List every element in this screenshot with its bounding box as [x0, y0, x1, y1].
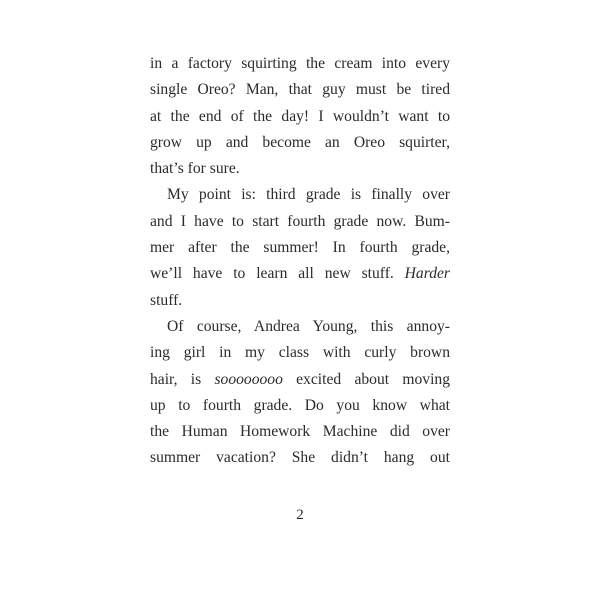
text-run: Of course, Andrea Young, this annoy-: [167, 317, 450, 335]
text-run: hair, is: [150, 370, 215, 388]
text-line: [150, 235, 450, 261]
text-run: the Human Homework Machine did over: [150, 423, 450, 441]
text-run: ing girl in my class with curly brown: [150, 344, 450, 362]
text-run: up to fourth grade. Do you know what: [150, 396, 450, 414]
page-number: 2: [296, 507, 304, 523]
text-line: [150, 393, 450, 419]
text-line: [150, 445, 450, 471]
text-line: [150, 314, 450, 340]
text-run: at the end of the day! I wouldn’t want to: [150, 107, 450, 125]
paragraph: [150, 51, 450, 182]
text-line: [150, 77, 450, 103]
text-run: in a factory squirting the cream into every: [150, 55, 450, 72]
italic-text: soooooooo: [214, 370, 283, 388]
text-run: we’ll have to learn all new stuff.: [150, 265, 405, 283]
paragraph: [150, 314, 450, 472]
text-line: [150, 104, 450, 130]
text-run: stuff.: [150, 291, 183, 309]
text-line: [150, 419, 450, 445]
paragraph: [150, 182, 450, 313]
text-run: summer vacation? She didn’t hang out: [150, 449, 450, 467]
text-line: [150, 156, 450, 182]
text-line: [150, 209, 450, 235]
italic-text: Harder: [404, 265, 450, 283]
text-run: that’s for sure.: [150, 160, 240, 178]
text-line: [150, 367, 450, 393]
text-line: [150, 51, 450, 77]
text-line: [150, 261, 450, 287]
text-run: and I have to start fourth grade now. Bum-: [150, 212, 450, 230]
text-run: excited about moving: [282, 370, 451, 388]
text-run: single Oreo? Man, that guy must be tired: [150, 81, 450, 99]
text-run: mer after the summer! In fourth grade,: [150, 239, 450, 257]
text-line: [150, 182, 450, 208]
text-line: [150, 288, 450, 314]
text-run: My point is: third grade is finally over: [167, 186, 450, 204]
body-text: [150, 51, 450, 472]
text-line: [150, 130, 450, 156]
text-run: grow up and become an Oreo squirter,: [150, 133, 450, 151]
text-line: [150, 340, 450, 366]
